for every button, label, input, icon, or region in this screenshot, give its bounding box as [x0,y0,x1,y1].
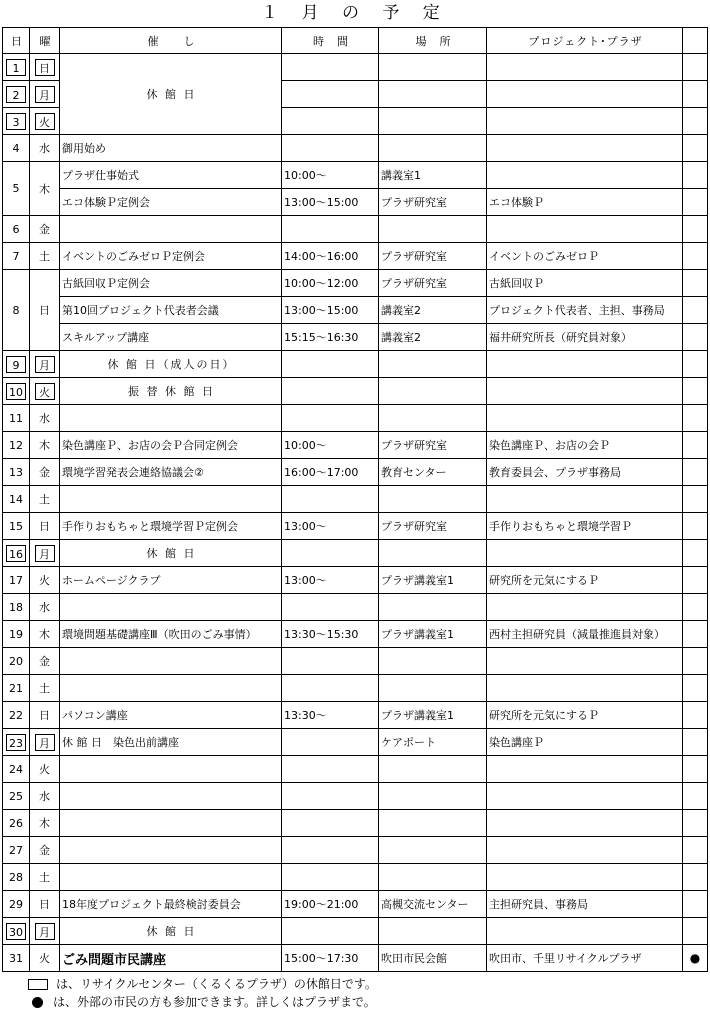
mark-cell [683,810,708,837]
weekday-cell [30,351,60,378]
mark-cell [683,378,708,405]
weekday-cell: 土 [30,486,60,513]
place-cell [379,216,487,243]
day-cell: 11 [3,405,30,432]
project-cell [487,918,683,945]
weekday-cell: 日 [30,702,60,729]
mark-cell [683,567,708,594]
mark-cell [683,540,708,567]
event-cell [60,648,282,675]
weekday-cell: 金 [30,648,60,675]
project-cell [487,540,683,567]
table-row [3,189,708,216]
weekday-cell: 日 [30,513,60,540]
project-cell [487,756,683,783]
weekday-cell [30,108,60,135]
place-cell: プラザ講義室1 [379,702,487,729]
place-cell [379,675,487,702]
day-cell: 13 [3,459,30,486]
project-cell: 手作りおもちゃと環境学習Ｐ [487,513,683,540]
place-cell [379,108,487,135]
project-cell: 染色講座Ｐ、お店の会Ｐ [487,432,683,459]
closed-day-weekday: 月 [35,86,55,103]
place-cell: 講義室2 [379,297,487,324]
closed-block-label: 休 館 日 [60,54,282,135]
table-row [3,702,708,729]
table-row [3,837,708,864]
day-cell: 8 [3,270,30,351]
day-cell [3,540,30,567]
table-row [3,621,708,648]
project-cell [487,216,683,243]
mark-cell [683,621,708,648]
project-cell: 教育委員会、プラザ事務局 [487,459,683,486]
mark-cell [683,675,708,702]
time-cell: 10:00～ [282,162,379,189]
mark-cell [683,513,708,540]
place-cell [379,378,487,405]
page-title: １ 月 の 予 定 [261,3,449,23]
mark-cell [683,108,708,135]
place-cell: プラザ講義室1 [379,621,487,648]
mark-cell [683,243,708,270]
project-cell [487,864,683,891]
project-cell [487,837,683,864]
mark-cell [683,891,708,918]
event-cell: 染色講座Ｐ、お店の会Ｐ合同定例会 [60,432,282,459]
event-cell: 休 館 日 [60,918,282,945]
weekday-cell [30,729,60,756]
time-cell [282,81,379,108]
mark-cell [683,351,708,378]
weekday-cell: 日 [30,270,60,351]
closed-day-weekday: 月 [35,545,55,562]
day-cell: 18 [3,594,30,621]
table-row [3,405,708,432]
event-cell: ごみ問題市民講座 [60,945,282,972]
table-row [3,378,708,405]
time-cell [282,216,379,243]
event-cell: イベントのごみゼロＰ定例会 [60,243,282,270]
time-cell: 13:30～15:30 [282,621,379,648]
time-cell [282,594,379,621]
project-cell [487,594,683,621]
table-row [3,729,708,756]
closed-day-number: 10 [6,383,26,400]
time-cell: 16:00～17:00 [282,459,379,486]
day-cell: 6 [3,216,30,243]
day-cell: 15 [3,513,30,540]
header-weekday: 曜 [30,28,60,54]
time-cell [282,108,379,135]
event-cell [60,405,282,432]
event-cell: エコ体験Ｐ定例会 [60,189,282,216]
weekday-cell: 火 [30,756,60,783]
time-cell: 14:00～16:00 [282,243,379,270]
time-cell [282,405,379,432]
event-cell [60,594,282,621]
table-row [3,54,708,81]
weekday-cell [30,81,60,108]
project-cell: イベントのごみゼロＰ [487,243,683,270]
time-cell: 10:00～12:00 [282,270,379,297]
table-row [3,486,708,513]
closed-day-weekday: 月 [35,923,55,940]
day-cell: 12 [3,432,30,459]
project-cell: 研究所を元気にするＰ [487,567,683,594]
project-cell [487,648,683,675]
closed-day-weekday: 火 [35,113,55,130]
time-cell: 10:00～ [282,432,379,459]
place-cell [379,756,487,783]
event-cell: 休 館 日 [60,540,282,567]
day-cell: 24 [3,756,30,783]
time-cell [282,918,379,945]
mark-cell [683,216,708,243]
day-cell [3,81,30,108]
weekday-cell: 火 [30,945,60,972]
event-cell [60,783,282,810]
day-cell: 29 [3,891,30,918]
place-cell: プラザ研究室 [379,189,487,216]
event-cell [60,756,282,783]
time-cell: 13:00～ [282,513,379,540]
table-row [3,783,708,810]
place-cell: プラザ研究室 [379,513,487,540]
table-row [3,162,708,189]
table-row [3,135,708,162]
place-cell: 吹田市民会館 [379,945,487,972]
day-cell: 20 [3,648,30,675]
event-cell: スキルアップ講座 [60,324,282,351]
table-row [3,648,708,675]
project-cell: 研究所を元気にするＰ [487,702,683,729]
place-cell [379,135,487,162]
event-cell: ホームページクラブ [60,567,282,594]
day-cell [3,351,30,378]
time-cell [282,486,379,513]
table-row [3,918,708,945]
closed-day-number: 16 [6,545,26,562]
legend-public-text: は、外部の市民の方も参加できます。詳しくはプラザまで。 [53,995,376,1009]
place-cell [379,648,487,675]
weekday-cell: 水 [30,783,60,810]
project-cell [487,405,683,432]
weekday-cell: 木 [30,810,60,837]
place-cell: プラザ研究室 [379,270,487,297]
weekday-cell [30,54,60,81]
time-cell: 13:00～ [282,567,379,594]
event-cell: 第10回プロジェクト代表者会議 [60,297,282,324]
time-cell [282,783,379,810]
event-cell: プラザ仕事始式 [60,162,282,189]
event-cell: 休 館 日 染色出前講座 [60,729,282,756]
place-cell: 教育センター [379,459,487,486]
day-cell: 26 [3,810,30,837]
mark-cell [683,729,708,756]
weekday-cell: 水 [30,135,60,162]
place-cell [379,540,487,567]
public-event-dot-icon: ● [683,945,708,972]
project-cell: エコ体験Ｐ [487,189,683,216]
mark-cell [683,648,708,675]
event-cell: 18年度プロジェクト最終検討委員会 [60,891,282,918]
day-cell: 17 [3,567,30,594]
header-event: 催 し [60,28,282,54]
closed-day-number: 3 [6,113,26,130]
time-cell: 13:30～ [282,702,379,729]
event-cell: 古紙回収Ｐ定例会 [60,270,282,297]
table-row [3,675,708,702]
project-cell [487,135,683,162]
event-cell [60,216,282,243]
day-cell [3,378,30,405]
event-cell [60,837,282,864]
mark-cell [683,162,708,189]
mark-cell [683,405,708,432]
event-cell: 環境問題基礎講座Ⅲ（吹田のごみ事情） [60,621,282,648]
day-cell: 19 [3,621,30,648]
mark-cell [683,297,708,324]
weekday-cell: 土 [30,675,60,702]
event-cell [60,864,282,891]
project-cell [487,675,683,702]
project-cell: 西村主担研究員（減量推進員対象） [487,621,683,648]
event-cell: 休 館 日（成人の日） [60,351,282,378]
closed-day-number: 1 [6,59,26,76]
weekday-cell [30,378,60,405]
day-cell: 25 [3,783,30,810]
mark-cell [683,270,708,297]
weekday-cell: 金 [30,837,60,864]
closed-day-weekday: 月 [35,356,55,373]
table-row [3,513,708,540]
legend-public [28,993,377,1011]
table-row [3,540,708,567]
place-cell [379,54,487,81]
mark-cell [683,324,708,351]
place-cell [379,864,487,891]
closed-day-number: 2 [6,86,26,103]
place-cell [379,351,487,378]
header-mark [683,28,708,54]
table-row [3,864,708,891]
mark-cell [683,432,708,459]
table-row [3,594,708,621]
project-cell [487,81,683,108]
project-cell [487,378,683,405]
table-row [3,567,708,594]
event-cell: 手作りおもちゃと環境学習Ｐ定例会 [60,513,282,540]
project-cell [487,162,683,189]
time-cell [282,378,379,405]
time-cell [282,54,379,81]
legend-closed [28,975,377,993]
time-cell: 13:00～15:00 [282,189,379,216]
project-cell [487,108,683,135]
weekday-cell: 日 [30,891,60,918]
mark-cell [683,837,708,864]
place-cell: プラザ研究室 [379,243,487,270]
day-cell: 7 [3,243,30,270]
time-cell [282,135,379,162]
weekday-cell: 水 [30,405,60,432]
time-cell [282,864,379,891]
table-row [3,216,708,243]
place-cell: プラザ講義室1 [379,567,487,594]
project-cell [487,351,683,378]
weekday-cell: 土 [30,243,60,270]
table-row [3,324,708,351]
day-cell: 31 [3,945,30,972]
event-cell [60,486,282,513]
closed-day-number: 23 [6,734,26,751]
weekday-cell: 金 [30,459,60,486]
day-cell: 22 [3,702,30,729]
header-project: プロジェクト･プラザ [487,28,683,54]
time-cell [282,837,379,864]
place-cell [379,594,487,621]
time-cell [282,729,379,756]
time-cell: 15:15～16:30 [282,324,379,351]
table-row [3,945,708,972]
event-cell: パソコン講座 [60,702,282,729]
time-cell [282,810,379,837]
time-cell: 15:00～17:30 [282,945,379,972]
mark-cell [683,702,708,729]
header-time: 時 間 [282,28,379,54]
mark-cell [683,54,708,81]
place-cell [379,81,487,108]
place-cell: 講義室2 [379,324,487,351]
place-cell [379,486,487,513]
place-cell: ケアポート [379,729,487,756]
mark-cell [683,486,708,513]
table-row [3,810,708,837]
project-cell: 吹田市、千里リサイクルプラザ [487,945,683,972]
mark-cell [683,81,708,108]
time-cell [282,540,379,567]
closed-day-number: 30 [6,923,26,940]
project-cell: 福井研究所長（研究員対象） [487,324,683,351]
project-cell [487,810,683,837]
time-cell [282,675,379,702]
closed-day-number: 9 [6,356,26,373]
legend-closed-text: は、リサイクルセンター（くるくるプラザ）の休館日です。 [56,977,377,991]
project-cell [487,783,683,810]
weekday-cell: 木 [30,432,60,459]
closed-day-weekday: 火 [35,383,55,400]
event-cell [60,810,282,837]
table-row [3,297,708,324]
day-cell [3,108,30,135]
header-row [3,28,708,54]
day-cell: 14 [3,486,30,513]
time-cell [282,648,379,675]
weekday-cell: 水 [30,594,60,621]
project-cell: プロジェクト代表者、主担、事務局 [487,297,683,324]
time-cell [282,756,379,783]
event-cell: 振 替 休 館 日 [60,378,282,405]
weekday-cell: 火 [30,567,60,594]
schedule-table [2,27,708,972]
day-cell: 21 [3,675,30,702]
weekday-cell: 木 [30,621,60,648]
header-day: 日 [3,28,30,54]
legend [28,975,377,1011]
table-row [3,270,708,297]
place-cell [379,405,487,432]
day-cell: 4 [3,135,30,162]
weekday-cell: 土 [30,864,60,891]
place-cell: プラザ研究室 [379,432,487,459]
table-row [3,756,708,783]
mark-cell [683,189,708,216]
place-cell [379,810,487,837]
day-cell [3,54,30,81]
place-cell [379,918,487,945]
weekday-cell: 金 [30,216,60,243]
place-cell [379,783,487,810]
project-cell: 主担研究員、事務局 [487,891,683,918]
event-cell: 環境学習発表会連絡協議会② [60,459,282,486]
project-cell: 染色講座Ｐ [487,729,683,756]
table-row [3,432,708,459]
project-cell [487,486,683,513]
bullet-dot-icon [32,997,43,1008]
day-cell: 27 [3,837,30,864]
mark-cell [683,459,708,486]
place-cell [379,837,487,864]
table-row [3,891,708,918]
closed-day-weekday: 日 [35,59,55,76]
time-cell: 13:00～15:00 [282,297,379,324]
place-cell: 講義室1 [379,162,487,189]
project-cell: 古紙回収Ｐ [487,270,683,297]
event-cell [60,675,282,702]
weekday-cell [30,540,60,567]
table-row [3,243,708,270]
legend-box-icon [28,979,48,990]
mark-cell [683,864,708,891]
day-cell [3,729,30,756]
time-cell [282,351,379,378]
weekday-cell [30,918,60,945]
weekday-cell: 木 [30,162,60,216]
day-cell: 28 [3,864,30,891]
project-cell [487,54,683,81]
time-cell: 19:00～21:00 [282,891,379,918]
day-cell: 5 [3,162,30,216]
table-row [3,459,708,486]
header-place: 場 所 [379,28,487,54]
closed-day-weekday: 月 [35,734,55,751]
day-cell [3,918,30,945]
event-cell: 御用始め [60,135,282,162]
mark-cell [683,594,708,621]
mark-cell [683,135,708,162]
table-row [3,351,708,378]
place-cell: 高槻交流センター [379,891,487,918]
mark-cell [683,783,708,810]
mark-cell [683,918,708,945]
mark-cell [683,756,708,783]
